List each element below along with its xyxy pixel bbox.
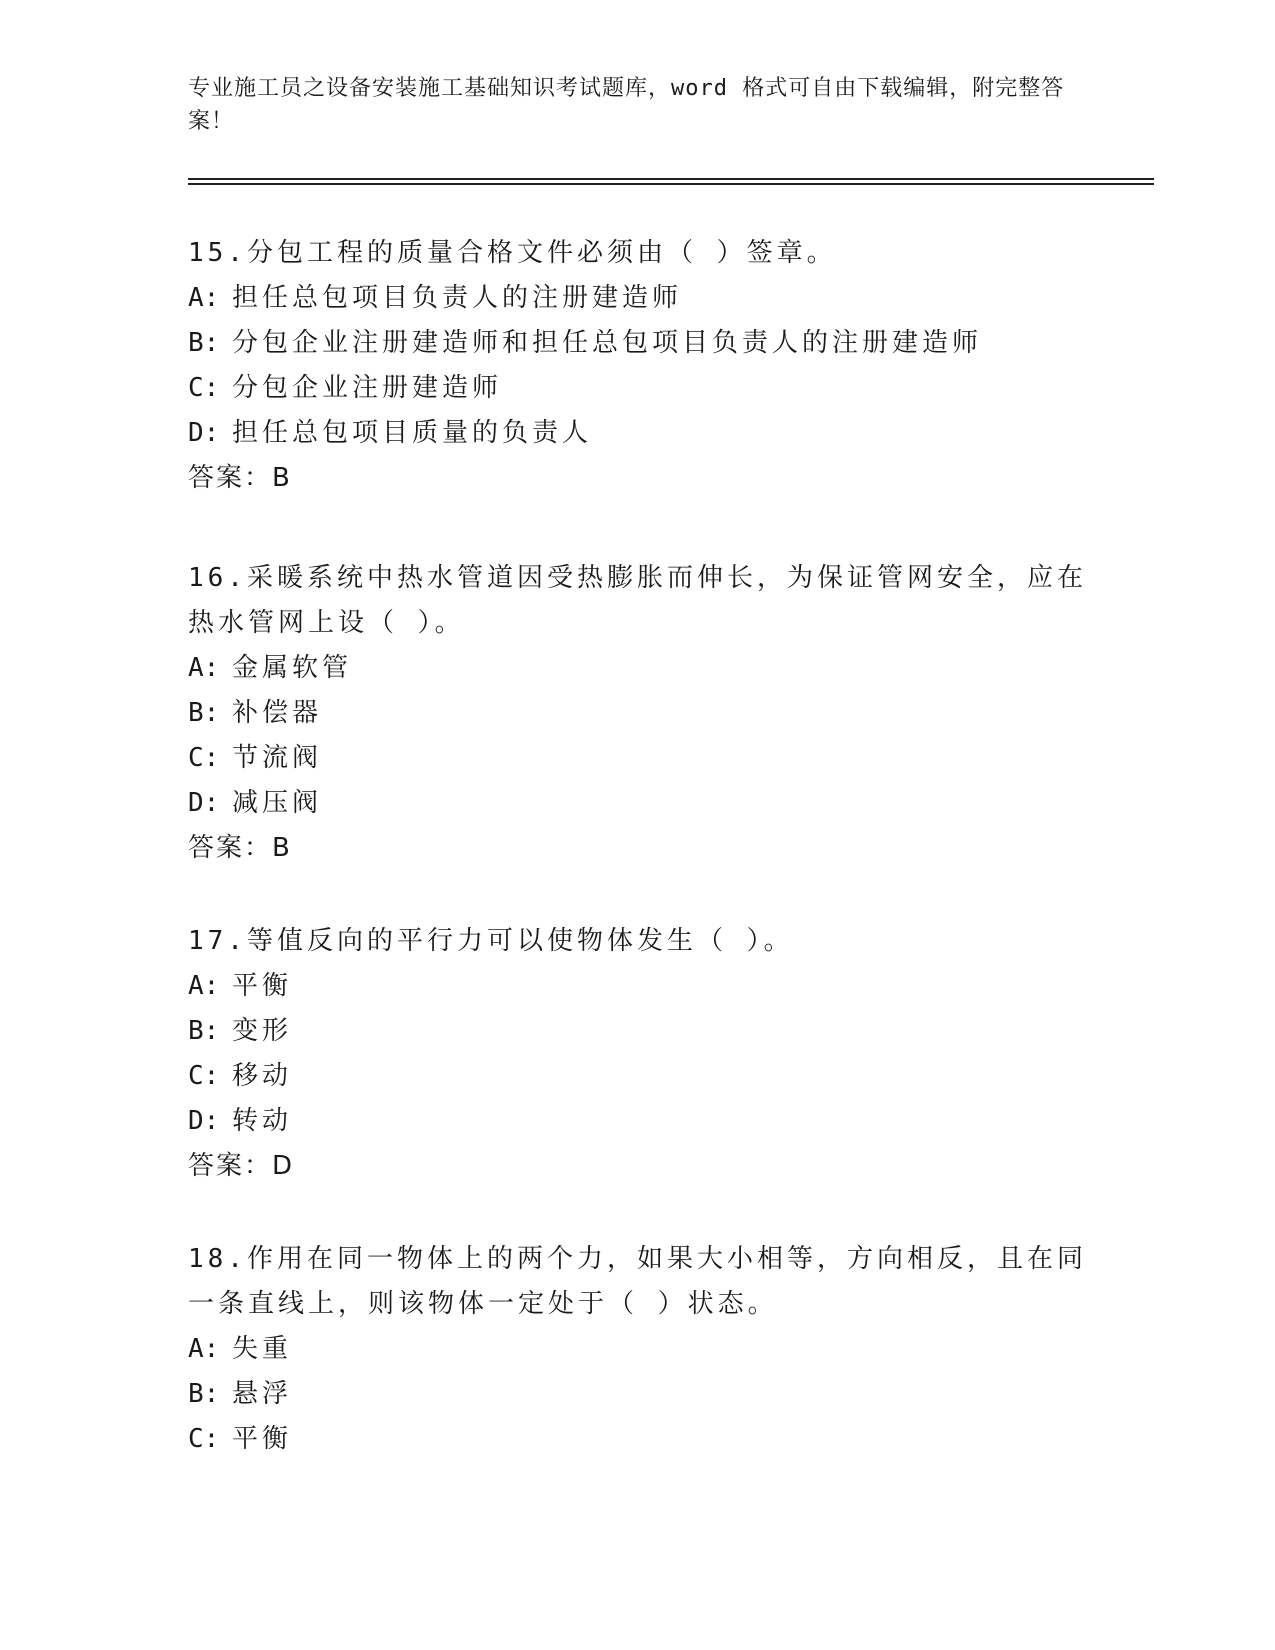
option-c [188,1054,1088,1099]
question-16 [188,556,1088,871]
option-text: 补偿器 [232,698,323,728]
question-17 [188,919,1088,1189]
option-text: 金属软管 [232,653,353,683]
option-text: 分包企业注册建造师和担任总包项目负责人的注册建造师 [232,328,983,358]
option-letter: B: [188,1379,220,1409]
option-a [188,1327,1088,1372]
option-d [188,411,1088,456]
header-divider-bottom [188,183,1154,185]
option-letter: A: [188,653,220,683]
option-text: 变形 [232,1016,293,1046]
answer-line: 答案：B [188,463,292,493]
option-c [188,736,1088,781]
option-letter: C: [188,1424,220,1454]
question-stem: 17.等值反向的平行力可以使物体发生（ ）。 [188,926,794,956]
option-b [188,1009,1088,1054]
option-letter: B: [188,328,220,358]
option-letter: B: [188,1016,220,1046]
option-text: 担任总包项目质量的负责人 [232,418,593,448]
option-letter: B: [188,698,220,728]
option-text: 节流阀 [232,743,323,773]
option-text: 转动 [232,1106,293,1136]
option-b [188,321,1088,366]
question-15 [188,231,1088,501]
option-text: 担任总包项目负责人的注册建造师 [232,283,683,313]
option-text: 平衡 [232,1424,293,1454]
answer-line: 答案：D [188,1151,295,1181]
page-header: 专业施工员之设备安装施工基础知识考试题库，word 格式可自由下载编辑，附完整答案！ [188,76,1065,134]
option-letter: A: [188,971,220,1001]
option-text: 失重 [232,1334,293,1364]
option-letter: C: [188,743,220,773]
question-stem: 18.作用在同一物体上的两个力，如果大小相等，方向相反，且在同一条直线上，则该物体一定处于（ ）状态。 [188,1244,1087,1319]
question-stem: 16.采暖系统中热水管道因受热膨胀而伸长，为保证管网安全，应在热水管网上设（ ）。 [188,563,1087,638]
option-a [188,964,1088,1009]
option-letter: C: [188,373,220,403]
option-text: 减压阀 [232,788,323,818]
option-b [188,691,1088,736]
header-divider-top [188,178,1154,180]
option-letter: D: [188,1106,220,1136]
option-c [188,1417,1088,1462]
option-letter: A: [188,1334,220,1364]
question-stem: 15.分包工程的质量合格文件必须由（ ）签章。 [188,238,837,268]
option-c [188,366,1088,411]
option-b [188,1372,1088,1417]
option-text: 悬浮 [232,1379,293,1409]
option-letter: D: [188,418,220,448]
option-d [188,1099,1088,1144]
option-a [188,646,1088,691]
option-letter: A: [188,283,220,313]
option-text: 分包企业注册建造师 [232,373,503,403]
option-text: 平衡 [232,971,293,1001]
option-text: 移动 [232,1061,293,1091]
option-d [188,781,1088,826]
answer-line: 答案：B [188,833,292,863]
option-a [188,276,1088,321]
option-letter: C: [188,1061,220,1091]
option-letter: D: [188,788,220,818]
question-18 [188,1237,1088,1462]
